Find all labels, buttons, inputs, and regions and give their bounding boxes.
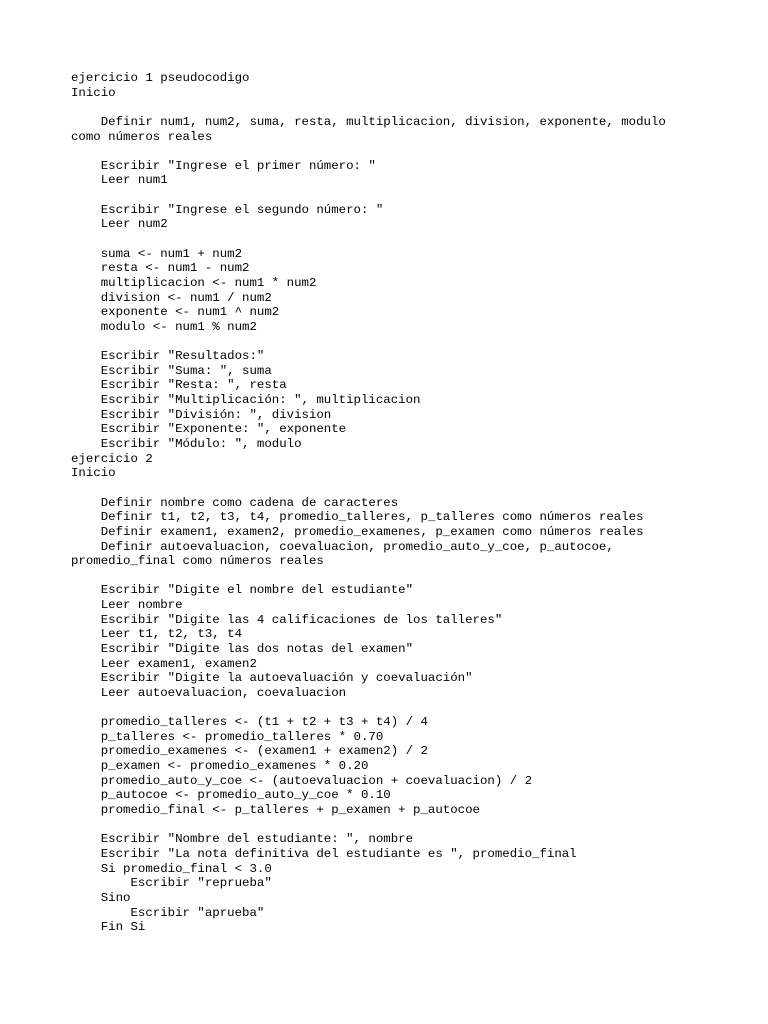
code-line: Escribir "Resultados:" — [71, 349, 265, 364]
code-line: division <- num1 / num2 — [71, 290, 272, 305]
blank-line — [71, 100, 711, 115]
code-line: Definir t1, t2, t3, t4, promedio_talleres, p_talleres como números reales — [71, 510, 644, 525]
blank-line — [71, 232, 711, 247]
code-line: Si promedio_final < 3.0 — [71, 861, 272, 876]
code-line: Escribir "Resta: ", resta — [71, 378, 287, 393]
code-line: Sino — [71, 890, 131, 905]
blank-line — [71, 481, 711, 496]
code-line: Leer num2 — [71, 217, 168, 232]
code-line: Escribir "Ingrese el primer número: " — [71, 158, 376, 173]
code-line: multiplicacion <- num1 * num2 — [71, 275, 317, 290]
blank-line — [71, 144, 711, 159]
code-line: Escribir "Ingrese el segundo número: " — [71, 202, 384, 217]
code-line: ejercicio 1 pseudocodigo — [71, 71, 250, 85]
code-line: Escribir "Nombre del estudiante: ", nombre — [71, 832, 414, 847]
code-line: p_examen <- promedio_examenes * 0.20 — [71, 759, 369, 774]
blank-line — [71, 188, 711, 203]
code-line: Escribir "Multiplicación: ", multiplicacion — [71, 393, 421, 408]
blank-line — [71, 701, 711, 716]
code-line: Escribir "Digite la autoevaluación y coevaluación" — [71, 671, 473, 686]
code-line: Escribir "Digite el nombre del estudiante" — [71, 583, 414, 598]
code-line: promedio_examenes <- (examen1 + examen2) / 2 — [71, 744, 428, 759]
code-line: Inicio — [71, 466, 116, 481]
code-line: promedio_final <- p_talleres + p_examen + p_autocoe — [71, 803, 480, 818]
code-line: promedio_auto_y_coe <- (autoevaluacion + coevaluacion) / 2 — [71, 773, 533, 788]
code-line: Fin Si — [71, 920, 146, 935]
blank-line — [71, 335, 711, 350]
code-line: modulo <- num1 % num2 — [71, 319, 257, 334]
blank-line — [71, 818, 711, 833]
code-line: Escribir "Exponente: ", exponente — [71, 422, 347, 437]
code-line: exponente <- num1 ^ num2 — [71, 305, 280, 320]
blank-line — [71, 569, 711, 584]
code-line: Definir nombre como cadena de caracteres — [71, 495, 399, 510]
code-line: Leer examen1, examen2 — [71, 656, 257, 671]
code-line: Escribir "Digite las 4 calificaciones de los talleres" — [71, 612, 503, 627]
code-line: promedio_final como números reales — [71, 554, 324, 569]
code-line: resta <- num1 - num2 — [71, 261, 250, 276]
document-page — [71, 71, 711, 935]
code-line: ejercicio 2 — [71, 451, 153, 466]
code-line: Inicio — [71, 85, 116, 100]
code-line: Definir examen1, examen2, promedio_examenes, p_examen como números reales — [71, 524, 644, 539]
code-line: Escribir "División: ", division — [71, 407, 332, 422]
code-line: Definir num1, num2, suma, resta, multiplicacion, division, exponente, modulo — [71, 114, 666, 129]
code-line: Escribir "La nota definitiva del estudiante es ", promedio_final — [71, 846, 577, 861]
code-line: Escribir "Suma: ", suma — [71, 363, 272, 378]
code-line: Escribir "aprueba" — [71, 905, 265, 920]
code-line: Escribir "reprueba" — [71, 876, 272, 891]
code-line: Escribir "Digite las dos notas del examen" — [71, 641, 414, 656]
pseudocode-body — [71, 71, 711, 935]
code-line: p_talleres <- promedio_talleres * 0.70 — [71, 729, 384, 744]
code-line: Definir autoevaluacion, coevaluacion, promedio_auto_y_coe, p_autocoe, — [71, 539, 614, 554]
code-line: Leer num1 — [71, 173, 168, 188]
code-line: Leer autoevaluacion, coevaluacion — [71, 685, 347, 700]
code-line: Escribir "Módulo: ", modulo — [71, 437, 302, 452]
code-line: suma <- num1 + num2 — [71, 246, 243, 261]
code-line: como números reales — [71, 129, 213, 144]
code-line: p_autocoe <- promedio_auto_y_coe * 0.10 — [71, 788, 391, 803]
code-line: Leer t1, t2, t3, t4 — [71, 627, 243, 642]
code-line: Leer nombre — [71, 598, 183, 613]
code-line: promedio_talleres <- (t1 + t2 + t3 + t4) / 4 — [71, 715, 428, 730]
